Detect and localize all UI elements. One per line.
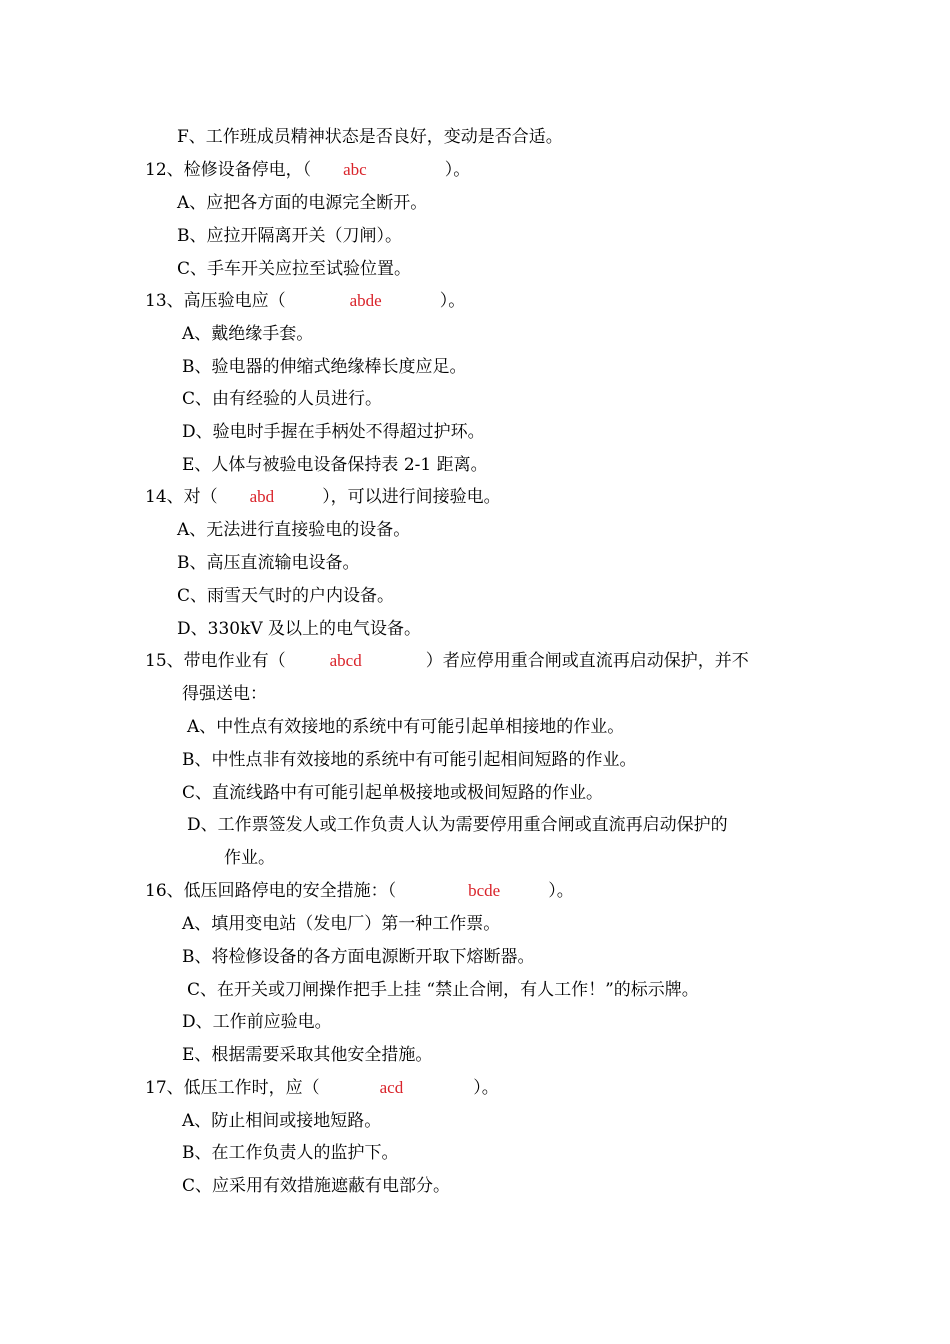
option-14-c: C、雨雪天气时的户内设备。 [177, 586, 395, 606]
question-15-answer: abcd [329, 651, 362, 670]
question-17-end: ）。 [473, 1078, 499, 1098]
option-15-d-continuation: 作业。 [224, 848, 275, 868]
option-16-c: C、在开关或刀闸操作把手上挂 “禁止合闸，有人工作！”的标示牌。 [187, 980, 699, 1000]
option-13-e: E、人体与被验电设备保持表 2-1 距离。 [182, 455, 488, 475]
question-14-end: ），可以进行间接验电。 [322, 487, 501, 507]
option-15-c: C、直流线路中有可能引起单极接地或极间短路的作业。 [182, 783, 604, 803]
option-17-a: A、防止相间或接地短路。 [182, 1111, 382, 1131]
question-16 [145, 880, 574, 902]
question-14-answer: abd [249, 487, 275, 506]
question-16-stem: 16、低压回路停电的安全措施：（ [145, 881, 397, 901]
option-16-d: D、工作前应验电。 [182, 1012, 332, 1032]
option-12-a: A、应把各方面的电源完全断开。 [177, 193, 428, 213]
option-14-a: A、无法进行直接验电的设备。 [177, 520, 411, 540]
question-16-answer: bcde [468, 881, 501, 900]
question-14-stem: 14、对（ [145, 487, 218, 507]
question-13 [145, 290, 465, 312]
question-12-stem: 12、检修设备停电，（ [145, 160, 312, 180]
option-13-a: A、戴绝缘手套。 [182, 324, 314, 344]
option-12-b: B、应拉开隔离开关（刀闸）。 [177, 226, 402, 246]
option-16-a: A、填用变电站（发电厂）第一种工作票。 [182, 914, 501, 934]
question-15-stem: 15、带电作业有（ [145, 651, 286, 671]
question-13-stem: 13、高压验电应（ [145, 291, 286, 311]
question-12-end: ）。 [444, 160, 471, 180]
option-13-d: D、验电时手握在手柄处不得超过护环。 [182, 422, 485, 442]
question-17 [145, 1077, 499, 1099]
question-12 [145, 159, 470, 181]
question-15 [145, 650, 749, 672]
option-17-c: C、应采用有效措施遮蔽有电部分。 [182, 1176, 451, 1196]
question-16-end: ）。 [548, 881, 574, 901]
question-13-answer: abde [349, 291, 382, 310]
question-17-answer: acd [379, 1078, 404, 1097]
option-13-c: C、由有经验的人员进行。 [182, 389, 383, 409]
option-15-a: A、中性点有效接地的系统中有可能引起单相接地的作业。 [187, 717, 625, 737]
option-15-b: B、中性点非有效接地的系统中有可能引起相间短路的作业。 [182, 750, 637, 770]
question-13-end: ）。 [439, 291, 466, 311]
question-17-stem: 17、低压工作时，应（ [145, 1078, 320, 1098]
question-12-answer: abc [343, 160, 367, 179]
option-15-d: D、工作票签发人或工作负责人认为需要停用重合闸或直流再启动保护的 [187, 815, 728, 835]
question-14 [145, 486, 501, 508]
option-13-b: B、验电器的伸缩式绝缘棒长度应足。 [182, 357, 467, 377]
option-17-b: B、在工作负责人的监护下。 [182, 1143, 399, 1163]
question-15-continuation: 得强送电： [182, 684, 267, 704]
question-15-end: ）者应停用重合闸或直流再启动保护，并不 [425, 651, 749, 671]
option-f-prev: F、工作班成员精神状态是否良好，变动是否合适。 [177, 127, 563, 147]
option-16-e: E、根据需要采取其他安全措施。 [182, 1045, 433, 1065]
option-12-c: C、手车开关应拉至试验位置。 [177, 259, 412, 279]
option-14-b: B、高压直流输电设备。 [177, 553, 360, 573]
option-14-d: D、330kV 及以上的电气设备。 [177, 619, 422, 639]
option-16-b: B、将检修设备的各方面电源断开取下熔断器。 [182, 947, 535, 967]
